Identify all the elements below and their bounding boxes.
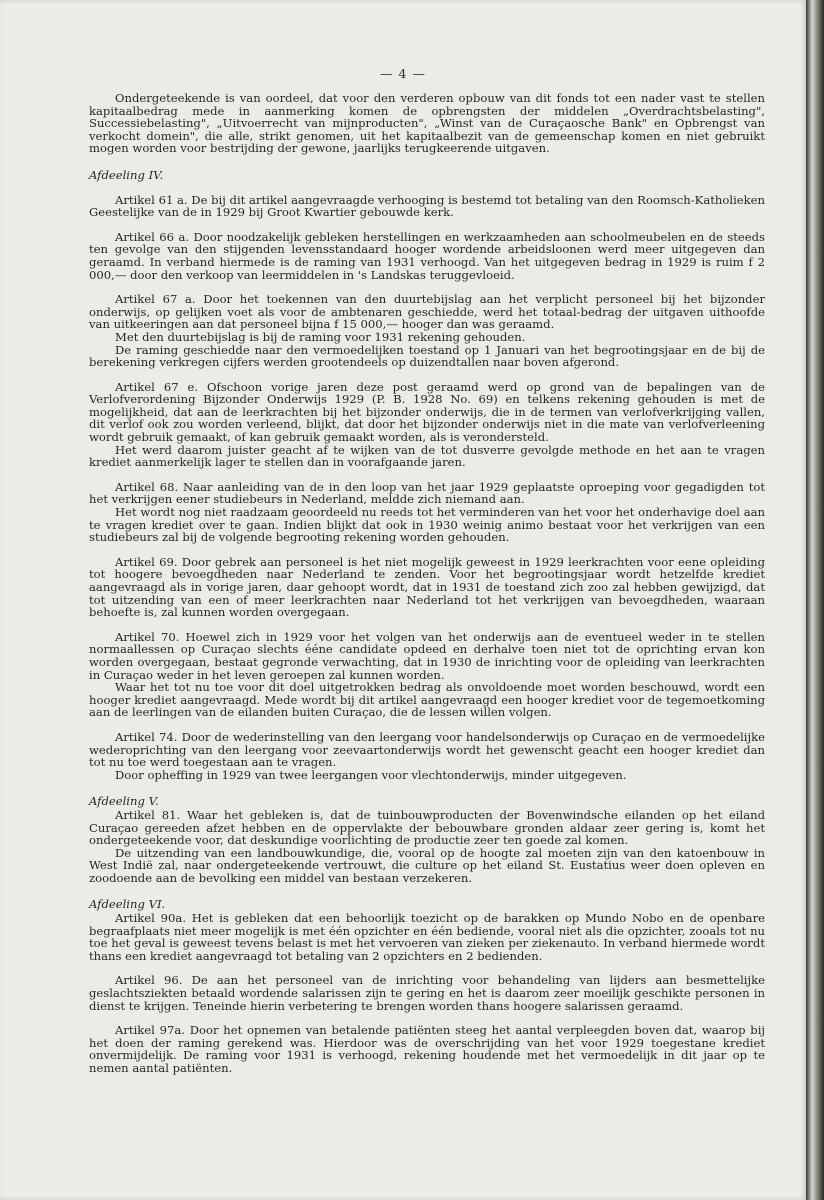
- paragraph: Artikel 97a. Door het opnemen van betalende patiënten steeg het aantal verpleegden boven dat, waarop bij het doen der raming gerekend was. Hierdoor was de overschrijding van het voor 1929 toegestane krediet onvermijdelijk. De raming voor 1931 is verhoogd, rekening houdende met het vermoedelijk in dit jaar op te nemen aantal patiënten.: [89, 1023, 765, 1075]
- paragraph: Artikel 96. De aan het personeel van de inrichting voor behandeling van lijders aan besmettelijke geslachtsziekten betaald wordende salarissen zijn te gering en het is daarom zeer moeilijk geschikte personen in dienst te krijgen. Teneinde hierin verbetering te brengen worden thans hoogere salarissen geraamd.: [89, 973, 765, 1013]
- paragraph: Met den duurtebijslag is bij de raming voor 1931 rekening gehouden.: [115, 329, 526, 344]
- section-heading: Afdeeling IV.: [89, 167, 164, 182]
- paragraph: Artikel 68. Naar aanleiding van de in den loop van het jaar 1929 geplaatste oproeping voor gegadigden tot het verkrijgen eener studiebeurs in Nederland, meldde zich niemand aan.: [89, 479, 765, 507]
- paragraph: De raming geschiedde naar den vermoedelijken toestand op 1 Januari van het begrootingsjaar en de bij de berekening verkregen cijfers werden grootendeels op duizendtallen naar boven afgerond.: [89, 342, 765, 370]
- paragraph: Artikel 67 e. Ofschoon vorige jaren deze post geraamd werd op grond van de bepalingen van de Verlofverordening Bijzonder Onderwijs 1929 (P. B. 1928 No. 69) en telkens rekening gehouden is met de mogelijkheid, dat aan de leerkrachten bij het bijzonder onderwijs, die in de termen van verlofverkrijging vallen, dit verlof ook zou worden verleend, blijkt, dat door het bijzonder onderwijs niet in die mate van verlofverleening wordt gebruik gemaakt, of kan gebruik gemaakt worden, als is verondersteld.: [89, 379, 765, 445]
- paragraph: Het wordt nog niet raadzaam geoordeeld nu reeds tot het verminderen van het voor het onderhavige doel aan te vragen krediet over te gaan. Indien blijkt dat ook in 1930 weinig animo bestaat voor het verkrijgen van een studiebeurs zal bij de volgende begrooting rekening worden gehouden.: [89, 505, 765, 545]
- paragraph: Artikel 61 a. De bij dit artikel aangevraagde verhooging is bestemd tot betaling van den Roomsch-Katholieken Geestelijke van de in 1929 bij Groot Kwartier gebouwde kerk.: [89, 192, 765, 220]
- paragraph: Artikel 66 a. Door noodzakelijk gebleken herstellingen en werkzaamheden aan schoolmeubelen en de steeds ten gevolge van den stijgenden levensstandaard hooger wordende arbeidsloonen werd meer uitgegeven dan geraamd. In verband hiermede is de raming van 1931 verhoogd. Van het uitgegeven bedrag in 1929 is ruim f 2 000,— door den verkoop van leermiddelen in 's Landskas teruggevloeid.: [89, 229, 765, 282]
- paragraph: De uitzending van een landbouwkundige, die, vooral op de hoogte zal moeten zijn van den katoenbouw in West Indië zal, naar ondergeteekende vertrouwt, die culture op het eiland St. Eustatius weer doen opleven en zoodoende aan de bevolking een middel van bestaan verzekeren.: [89, 845, 765, 885]
- paragraph: Artikel 69. Door gebrek aan personeel is het niet mogelijk geweest in 1929 leerkrachten voor eene opleiding tot hoogere bevoegdheden naar Nederland te zenden. Voor het begrootingsjaar wordt hetzelfde krediet aangevraagd als in vorige jaren, daar gehoopt wordt, dat in 1931 de toestand zich zoo zal hebben gewijzigd, dat tot uitzending van een of meer leerkrachten naar Nederland tot het verkrijgen van bevoegdheden, waaraan behoefte is, zal kunnen worden overgegaan.: [89, 554, 765, 620]
- paragraph: Artikel 74. Door de wederinstelling van den leergang voor handelsonderwijs op Curaçao en de vermoedelijke wederoprichting van den leergang voor zeevaartonderwijs wordt het gewenscht geacht een hooger krediet dan tot nu toe werd toegestaan aan te vragen.: [89, 729, 765, 770]
- paragraph: Het werd daarom juister geacht af te wijken van de tot dusverre gevolgde methode en het aan te vragen krediet aanmerkelijk lager te stellen dan in voorafgaande jaren.: [89, 442, 765, 470]
- document-body: [89, 92, 765, 1075]
- paragraph: Door opheffing in 1929 van twee leergangen voor vlechtonderwijs, minder uitgegeven.: [115, 767, 627, 782]
- section-heading: Afdeeling VI.: [89, 897, 166, 912]
- paragraph: Artikel 90a. Het is gebleken dat een behoorlijk toezicht op de barakken op Mundo Nobo en de openbare begraafplaats niet meer mogelijk is met één opzichter en één bediende, vooral niet als die opzichter, zooals tot nu toe het geval is geweest tevens belast is met het vervoeren van zieken per ziekenauto. In verband hiermede wordt thans een krediet aangevraagd tot betaling van 2 opzichters en 2 bedienden.: [89, 911, 765, 963]
- paragraph: Artikel 70. Hoewel zich in 1929 voor het volgen van het onderwijs aan de eventueel weder in te stellen normaallessen op Curaçao slechts ééne candidate opdeed en derhalve toen niet tot de oprichting ervan kon worden overgegaan, bestaat gegronde verwachting, dat in 1930 de inrichting voor de opleiding van leerkrachten in Curaçao weder in het leven geroepen zal kunnen worden.: [89, 629, 765, 682]
- paragraph: Ondergeteekende is van oordeel, dat voor den verderen opbouw van dit fonds tot een nader vast te stellen kapitaalbedrag mede in aanmerking komen de opbrengsten der middelen „Overdrachtsbelasting", Successiebelasting", „Uitvoerrecht van mijnproducten", „Winst van de Curaçaosche Bank" en Opbrengst van verkocht domein", die alle, strikt genomen, uit het kapitaalbezit van de gemeenschap komen en niet gebruikt mogen worden voor bestrijding der gewone, jaarlijks terugkeerende uitgaven.: [89, 91, 765, 156]
- paragraph: Waar het tot nu toe voor dit doel uitgetrokken bedrag als onvoldoende moet worden beschouwd, wordt een hooger krediet aangevraagd. Mede wordt bij dit artikel aangevraagd een hooger krediet voor de tegemoetkoming aan de leerlingen van de eilanden buiten Curaçao, die de lessen willen volgen.: [89, 680, 765, 720]
- page-number: — 4 —: [380, 66, 426, 81]
- section-heading: Afdeeling V.: [89, 794, 159, 809]
- book-spine: [806, 0, 824, 1200]
- paragraph: Artikel 81. Waar het gebleken is, dat de tuinbouwproducten der Bovenwindsche eilanden op het eiland Curaçao gereeden afzet hebben en de oppervlakte der bebouwbare gronden aldaar zeer gering is, komt het ondergeteekende voor, dat deskundige voorlichting de productie zeer ten goede zal komen.: [89, 807, 765, 848]
- paragraph: Artikel 67 a. Door het toekennen van den duurtebijslag aan het verplicht personeel bij het bijzonder onderwijs, op gelijken voet als voor de ambtenaren geschiedde, werd het totaal-bedrag der uitgaven uithoofde van uitkeeringen aan dat personeel bijna f 15 000,— hooger dan was geraamd.: [89, 292, 765, 332]
